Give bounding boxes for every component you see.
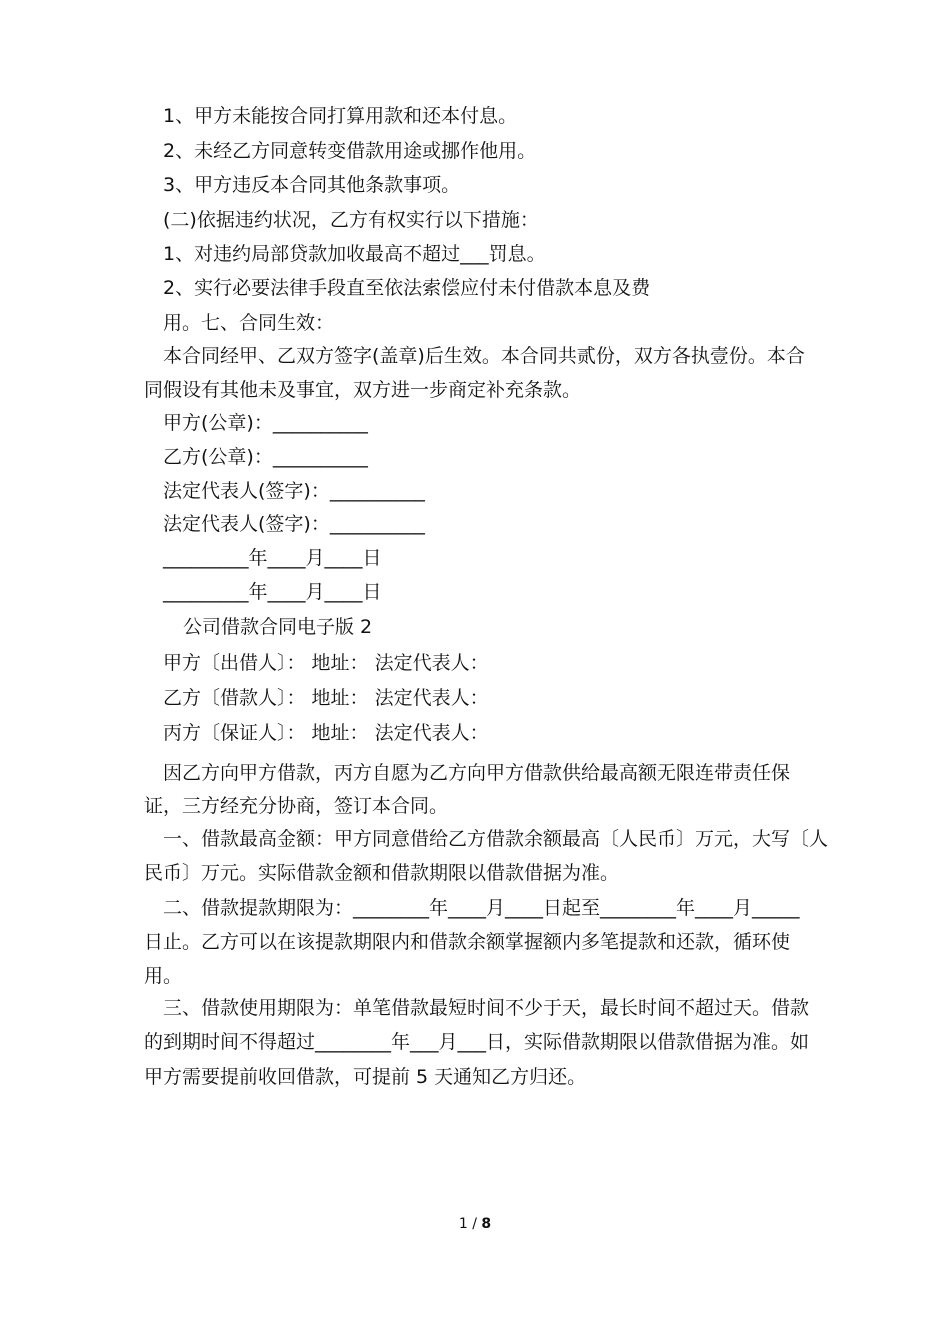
text-line: 3、甲方违反本合同其他条款事项。 — [163, 174, 461, 196]
text-line: 二、借款提款期限为：________年____月____日起至________年____月_____ — [163, 897, 800, 919]
signature-line: 法定代表人(签字)：__________ — [163, 480, 425, 502]
page-separator: / — [472, 1216, 477, 1232]
signature-line: 甲方(公章)：__________ — [163, 412, 368, 434]
signature-line: 乙方(公章)：__________ — [163, 446, 368, 468]
text-line: 一、借款最高金额：甲方同意借给乙方借款余额最高〔人民币〕万元，大写〔人 — [163, 828, 829, 850]
text-line: 证，三方经充分协商，签订本合同。 — [144, 795, 449, 817]
text-line: 用。 — [144, 965, 183, 987]
section-title: 公司借款合同电子版 2 — [183, 616, 373, 638]
total-pages: 8 — [481, 1216, 492, 1232]
text-line: 因乙方向甲方借款，丙方自愿为乙方向甲方借款供给最高额无限连带责任保 — [163, 762, 791, 784]
text-line: 1、甲方未能按合同打算用款和还本付息。 — [163, 105, 518, 127]
page-number — [0, 1214, 950, 1234]
text-line: 2、实行必要法律手段直至依法索偿应付未付借款本息及费 — [163, 277, 651, 299]
text-line: 的到期时间不得超过________年___月___日，实际借款期限以借款借据为准。如 — [144, 1031, 810, 1053]
text-line: 本合同经甲、乙双方签字(盖章)后生效。本合同共贰份，双方各执壹份。本合 — [163, 345, 805, 367]
text-line: 用。七、合同生效： — [163, 312, 335, 334]
party-line: 丙方〔保证人〕： 地址： 法定代表人： — [163, 722, 489, 744]
text-line: 1、对违约局部贷款加收最高不超过___罚息。 — [163, 243, 546, 265]
date-line: _________年____月____日 — [163, 547, 382, 569]
party-line: 甲方〔出借人〕： 地址： 法定代表人： — [163, 652, 489, 674]
date-line: _________年____月____日 — [163, 581, 382, 603]
text-line: 三、借款使用期限为：单笔借款最短时间不少于天，最长时间不超过天。借款 — [163, 997, 810, 1019]
text-line: (二)依据违约状况，乙方有权实行以下措施： — [163, 209, 539, 231]
text-line: 同假设有其他未及事宜，双方进一步商定补充条款。 — [144, 379, 582, 401]
text-line: 日止。乙方可以在该提款期限内和借款余额掌握额内多笔提款和还款，循环使 — [144, 931, 791, 953]
party-line: 乙方〔借款人〕： 地址： 法定代表人： — [163, 687, 489, 709]
current-page: 1 — [458, 1216, 468, 1232]
signature-line: 法定代表人(签字)：__________ — [163, 513, 425, 535]
text-line: 2、未经乙方同意转变借款用途或挪作他用。 — [163, 140, 537, 162]
text-line: 民币〕万元。实际借款金额和借款期限以借款借据为准。 — [144, 862, 620, 884]
text-line: 甲方需要提前收回借款，可提前 5 天通知乙方归还。 — [144, 1066, 587, 1088]
